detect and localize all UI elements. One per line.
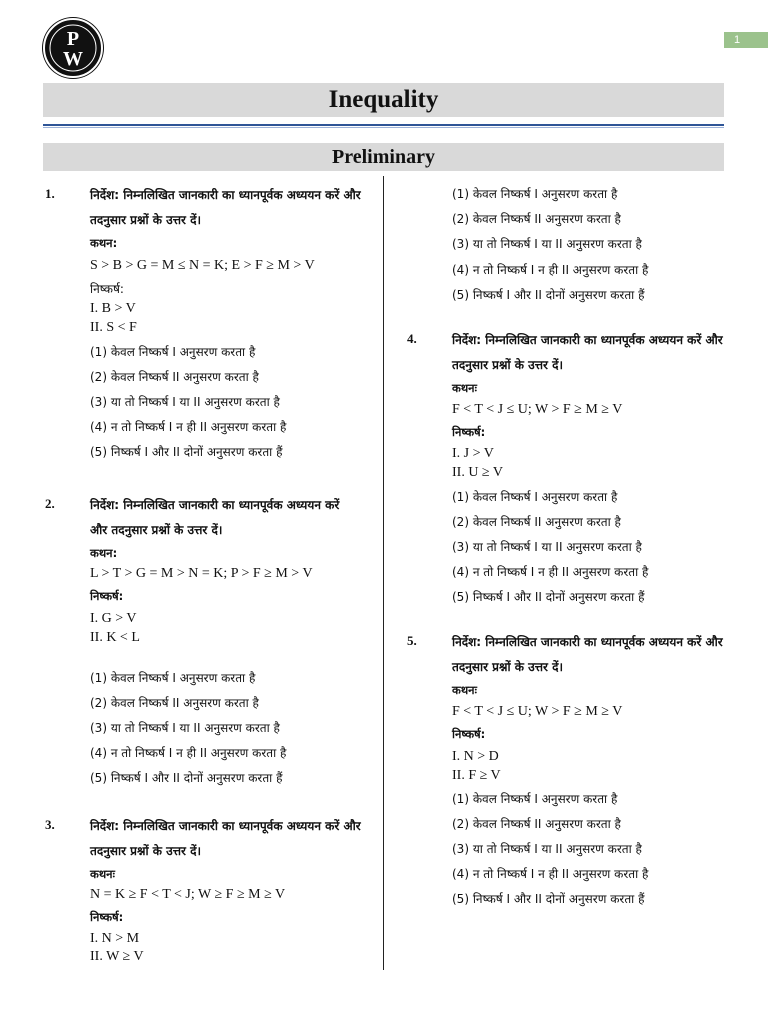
pw-logo (43, 18, 103, 78)
direction-line-2: और तदनुसार प्रश्नों के उत्तर दें। (90, 523, 223, 537)
statement-label: कथन: (90, 236, 118, 250)
column-divider (383, 176, 384, 970)
option-5: (5) निष्कर्ष I और II दोनों अनुसरण करता हैं (452, 892, 645, 906)
option-1: (1) केवल निष्कर्ष I अनुसरण करता है (452, 792, 618, 806)
option-3: (3) या तो निष्कर्ष I या II अनुसरण करता है (452, 540, 642, 554)
conclusion-2: II. W ≥ V (90, 949, 144, 964)
option-2: (2) केवल निष्कर्ष II अनुसरण करता है (90, 696, 259, 710)
option-3: (3) या तो निष्कर्ष I या II अनुसरण करता है (452, 237, 642, 251)
direction-line-2: तदनुसार प्रश्नों के उत्तर दें। (90, 844, 202, 858)
page-number: 1 (724, 32, 768, 48)
option-3: (3) या तो निष्कर्ष I या II अनुसरण करता है (90, 721, 280, 735)
option-5: (5) निष्कर्ष I और II दोनों अनुसरण करता हैं (452, 288, 645, 302)
statement: N = K ≥ F < T < J; W ≥ F ≥ M ≥ V (90, 887, 286, 902)
question-number: 2. (45, 496, 55, 511)
option-4: (4) न तो निष्कर्ष I न ही II अनुसरण करता है (90, 746, 287, 760)
statement-label: कथनः (90, 867, 115, 881)
statement: F < T < J ≤ U; W > F ≥ M ≥ V (452, 704, 623, 719)
statement: F < T < J ≤ U; W > F ≥ M ≥ V (452, 402, 623, 417)
question-number: 5. (407, 633, 417, 648)
conclusion-1: I. J > V (452, 446, 494, 461)
conclusion-2: II. K < L (90, 630, 140, 645)
logo-text-p: P (66, 28, 80, 50)
option-4: (4) न तो निष्कर्ष I न ही II अनुसरण करता है (90, 420, 287, 434)
option-2: (2) केवल निष्कर्ष II अनुसरण करता है (90, 370, 259, 384)
question-number: 1. (45, 186, 55, 201)
conclusion-label: निष्कर्ष: (90, 589, 124, 603)
option-3: (3) या तो निष्कर्ष I या II अनुसरण करता है (90, 395, 280, 409)
option-4: (4) न तो निष्कर्ष I न ही II अनुसरण करता है (452, 867, 649, 881)
question-number: 4. (407, 331, 417, 346)
statement-label: कथनः (452, 683, 477, 697)
direction-line-2: तदनुसार प्रश्नों के उत्तर दें। (452, 358, 564, 372)
direction-line-1: निर्देश: निम्नलिखित जानकारी का ध्यानपूर्वक अध्ययन करें और (90, 819, 361, 833)
option-1: (1) केवल निष्कर्ष I अनुसरण करता है (90, 345, 256, 359)
statement-label: कथन: (90, 546, 118, 560)
title-rule-shadow (43, 127, 724, 128)
conclusion-label: निष्कर्ष: (90, 910, 124, 924)
conclusion-2: II. F ≥ V (452, 768, 501, 783)
direction-line-2: तदनुसार प्रश्नों के उत्तर दें। (90, 213, 202, 227)
direction-line-1: निर्देश: निम्नलिखित जानकारी का ध्यानपूर्वक अध्ययन करें और (452, 333, 723, 347)
option-1: (1) केवल निष्कर्ष I अनुसरण करता है (452, 490, 618, 504)
title-rule (43, 124, 724, 126)
option-1: (1) केवल निष्कर्ष I अनुसरण करता है (90, 671, 256, 685)
direction-line-1: निर्देश: निम्नलिखित जानकारी का ध्यानपूर्वक अध्ययन करें (90, 498, 340, 512)
conclusion-label: निष्कर्ष: (452, 425, 486, 439)
direction-line-2: तदनुसार प्रश्नों के उत्तर दें। (452, 660, 564, 674)
conclusion-2: II. S < F (90, 320, 137, 335)
option-2: (2) केवल निष्कर्ष II अनुसरण करता है (452, 817, 621, 831)
option-1: (1) केवल निष्कर्ष I अनुसरण करता है (452, 187, 618, 201)
conclusion-1: I. B > V (90, 301, 136, 316)
statement: L > T > G = M > N = K; P > F ≥ M > V (90, 566, 313, 581)
conclusion-1: I. G > V (90, 611, 137, 626)
conclusion-2: II. U ≥ V (452, 465, 503, 480)
option-4: (4) न तो निष्कर्ष I न ही II अनुसरण करता है (452, 565, 649, 579)
option-5: (5) निष्कर्ष I और II दोनों अनुसरण करता हैं (90, 445, 283, 459)
option-2: (2) केवल निष्कर्ष II अनुसरण करता है (452, 212, 621, 226)
conclusion-1: I. N > M (90, 931, 140, 946)
direction-line-1: निर्देश: निम्नलिखित जानकारी का ध्यानपूर्वक अध्ययन करें और (452, 635, 723, 649)
option-3: (3) या तो निष्कर्ष I या II अनुसरण करता है (452, 842, 642, 856)
option-5: (5) निष्कर्ष I और II दोनों अनुसरण करता हैं (90, 771, 283, 785)
direction-line-1: निर्देश: निम्नलिखित जानकारी का ध्यानपूर्वक अध्ययन करें और (90, 188, 361, 202)
conclusion-1: I. N > D (452, 749, 499, 764)
logo-text-w: W (63, 48, 83, 70)
statement: S > B > G = M ≤ N = K; E > F ≥ M > V (90, 258, 315, 273)
statement-label: कथनः (452, 381, 477, 395)
conclusion-label: निष्कर्ष: (452, 727, 486, 741)
conclusion-label: निष्कर्ष: (90, 282, 124, 296)
question-number: 3. (45, 817, 55, 832)
option-2: (2) केवल निष्कर्ष II अनुसरण करता है (452, 515, 621, 529)
option-4: (4) न तो निष्कर्ष I न ही II अनुसरण करता है (452, 263, 649, 277)
option-5: (5) निष्कर्ष I और II दोनों अनुसरण करता हैं (452, 590, 645, 604)
page-title: Inequality (43, 83, 724, 117)
section-subtitle: Preliminary (43, 143, 724, 171)
